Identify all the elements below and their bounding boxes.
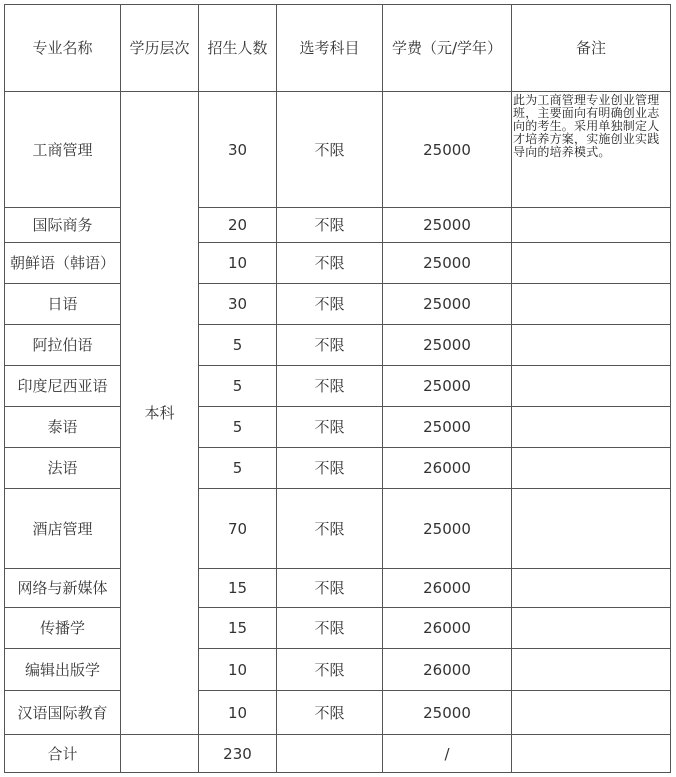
tuition-fee: 25000 xyxy=(383,208,512,243)
elective-subject: 不限 xyxy=(277,448,383,489)
tuition-fee: 26000 xyxy=(383,448,512,489)
enrollment-count: 30 xyxy=(199,284,277,325)
total-fee: / xyxy=(383,735,512,773)
header-tuition: 学费（元/学年） xyxy=(383,5,512,92)
enrollment-count: 15 xyxy=(199,608,277,649)
major-name: 汉语国际教育 xyxy=(5,691,121,735)
tuition-fee: 25000 xyxy=(383,489,512,569)
tuition-fee: 25000 xyxy=(383,407,512,448)
table-row xyxy=(5,366,671,407)
degree-level-cell: 本科 xyxy=(121,92,199,735)
elective-subject: 不限 xyxy=(277,92,383,208)
tuition-fee: 25000 xyxy=(383,325,512,366)
total-remark-cell xyxy=(512,735,671,773)
elective-subject: 不限 xyxy=(277,569,383,608)
remark-note: 此为工商管理专业创业管理班，主要面向有明确创业志向的考生。采用单独制定人才培养方案，实施创业实践导向的培养模式。 xyxy=(512,92,671,208)
elective-subject: 不限 xyxy=(277,325,383,366)
major-name: 酒店管理 xyxy=(5,489,121,569)
header-remarks: 备注 xyxy=(512,5,671,92)
elective-subject: 不限 xyxy=(277,489,383,569)
enrollment-count: 70 xyxy=(199,489,277,569)
elective-subject: 不限 xyxy=(277,208,383,243)
remark-cell xyxy=(512,649,671,691)
major-name: 朝鲜语（韩语） xyxy=(5,243,121,284)
table-row xyxy=(5,489,671,569)
elective-subject: 不限 xyxy=(277,407,383,448)
total-row xyxy=(5,735,671,773)
elective-subject: 不限 xyxy=(277,284,383,325)
major-name: 工商管理 xyxy=(5,92,121,208)
table-row xyxy=(5,649,671,691)
remark-cell xyxy=(512,284,671,325)
header-degree-level: 学历层次 xyxy=(121,5,199,92)
tuition-fee: 25000 xyxy=(383,92,512,208)
total-degree-cell xyxy=(121,735,199,773)
remark-cell xyxy=(512,407,671,448)
total-count: 230 xyxy=(199,735,277,773)
header-major-name: 专业名称 xyxy=(5,5,121,92)
table-row xyxy=(5,284,671,325)
elective-subject: 不限 xyxy=(277,608,383,649)
tuition-fee: 26000 xyxy=(383,569,512,608)
total-subject-cell xyxy=(277,735,383,773)
enrollment-count: 15 xyxy=(199,569,277,608)
table-row xyxy=(5,325,671,366)
remark-cell xyxy=(512,489,671,569)
remark-cell xyxy=(512,448,671,489)
enrollment-count: 5 xyxy=(199,407,277,448)
major-name: 编辑出版学 xyxy=(5,649,121,691)
tuition-fee: 25000 xyxy=(383,284,512,325)
tuition-fee: 26000 xyxy=(383,649,512,691)
header-elective-subjects: 选考科目 xyxy=(277,5,383,92)
enrollment-count: 10 xyxy=(199,691,277,735)
enrollment-count: 10 xyxy=(199,243,277,284)
tuition-fee: 26000 xyxy=(383,608,512,649)
remark-cell xyxy=(512,243,671,284)
major-name: 日语 xyxy=(5,284,121,325)
elective-subject: 不限 xyxy=(277,366,383,407)
table-row xyxy=(5,448,671,489)
major-name: 传播学 xyxy=(5,608,121,649)
remark-cell xyxy=(512,569,671,608)
major-name: 印度尼西亚语 xyxy=(5,366,121,407)
total-label: 合计 xyxy=(5,735,121,773)
remark-cell xyxy=(512,691,671,735)
enrollment-count: 5 xyxy=(199,366,277,407)
table-row xyxy=(5,92,671,208)
major-name: 国际商务 xyxy=(5,208,121,243)
admission-plan-table xyxy=(4,4,671,773)
tuition-fee: 25000 xyxy=(383,691,512,735)
remark-cell xyxy=(512,608,671,649)
remark-cell xyxy=(512,366,671,407)
major-name: 阿拉伯语 xyxy=(5,325,121,366)
table-row xyxy=(5,243,671,284)
header-enrollment-count: 招生人数 xyxy=(199,5,277,92)
table-row xyxy=(5,608,671,649)
major-name: 网络与新媒体 xyxy=(5,569,121,608)
enrollment-count: 5 xyxy=(199,448,277,489)
enrollment-count: 5 xyxy=(199,325,277,366)
tuition-fee: 25000 xyxy=(383,366,512,407)
elective-subject: 不限 xyxy=(277,691,383,735)
remark-cell xyxy=(512,325,671,366)
table-row xyxy=(5,691,671,735)
elective-subject: 不限 xyxy=(277,243,383,284)
table-row xyxy=(5,569,671,608)
enrollment-count: 10 xyxy=(199,649,277,691)
tuition-fee: 25000 xyxy=(383,243,512,284)
remark-cell xyxy=(512,208,671,243)
enrollment-count: 30 xyxy=(199,92,277,208)
major-name: 泰语 xyxy=(5,407,121,448)
major-name: 法语 xyxy=(5,448,121,489)
enrollment-count: 20 xyxy=(199,208,277,243)
table-row xyxy=(5,407,671,448)
elective-subject: 不限 xyxy=(277,649,383,691)
table-row xyxy=(5,208,671,243)
header-row xyxy=(5,5,671,92)
